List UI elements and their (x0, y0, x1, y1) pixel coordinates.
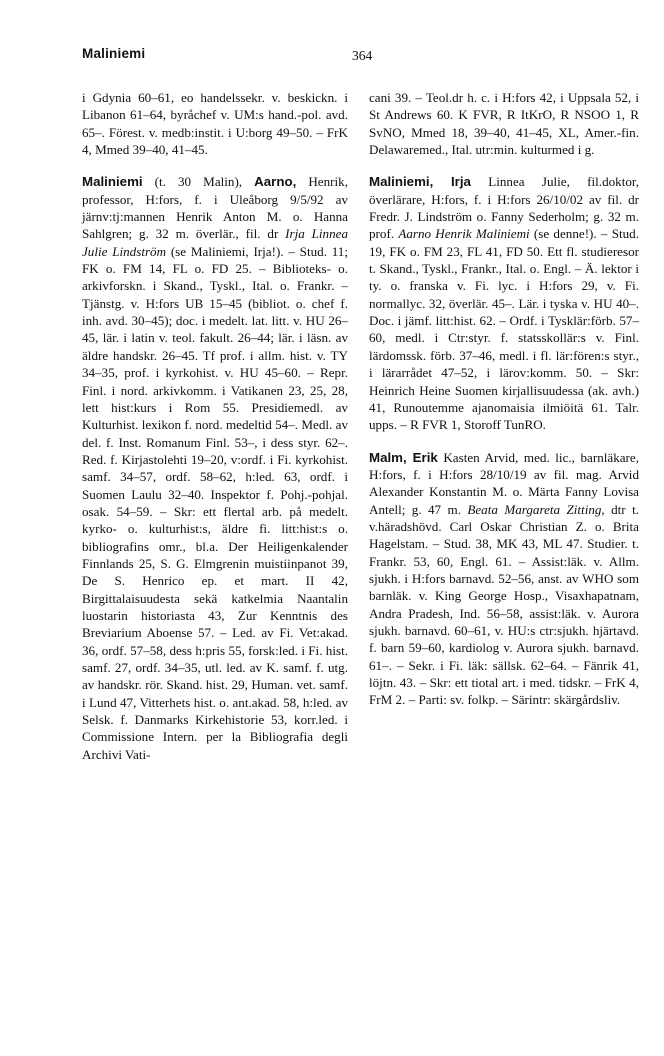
entry-surname: Maliniemi (82, 174, 143, 190)
entry-text: (t. 30 Malin), (142, 174, 255, 190)
spouse-name: Aarno Henrik Maliniemi (398, 226, 530, 242)
left-column (82, 89, 348, 763)
entry-continuation: i Gdynia 60–61, eo handelssekr. v. beskickn. i Libanon 61–64, byråchef v. UM:s hand.-pol. avd. 65–. Förest. v. medb:instit. i U:borg 49–50. – FrK 4, Mmed 39–40, 41–45. (82, 90, 348, 158)
entry-given-name: Aarno, (254, 174, 297, 190)
spouse-name: Irja Linnea Julie Lindström (82, 226, 348, 259)
entry-text: (se denne!). – Stud. 19, FK o. FM 23, FL 41, FD 50. Ett fl. studieresor t. Skand., Tyskl., Frankr., Ital. o. Engl. – Ä. lektor i ty. o. franska v. Fi. lyc. i H:fors 29, v. Fi. normallyc. 32, överlär. 45–. Lär. i tyska v. HU 40–. Doc. i jämf. litt:hist. 62. – Ordf. i Tysklär:förb. 57–60, medl. i Ctr:styr. f. statsskollär:s v. Finl. lärdomssk. förb. 37–46, medl. i fl. lär:fören:s styr., i lärarrådet 47–52, i lärov:komm. 50. – Skr: Heinrich Heine Suomen kirjallisuudessa (ak. avh.) 41, Runoutemme ajanomaisia ilmiöitä 61. Talr. upps. – R FVR 1, Storoff TunRO. (369, 226, 639, 433)
entry-text: Henrik, professor, H:fors, f. i Uleåborg 9/5/92 av järnv:tj:mannen Henrik Anton M. o. Hanna Sahlgren; g. 32 m. överlär., fil. dr (82, 174, 348, 242)
entry-given-name: Erik (406, 449, 438, 465)
page-number: 364 (352, 48, 373, 63)
entry-surname: Malm, (369, 449, 407, 465)
entry-text: Linnea Julie, fil.doktor, överlärare, H:fors, f. i H:fors 26/10/02 av fil. dr Fredr. J. Lindström o. Fanny Sederholm; g. 32 m. prof. (369, 174, 639, 242)
running-head: Maliniemi (82, 46, 146, 61)
entry-text: dtr t. v.häradshövd. Carl Oskar Christian Z. o. Brita Hagelstam. – Stud. 38, MK 43, ML 47. Studier. t. Frankr. 53, 60, Engl. 61. – Assist:läk. v. Allm. sjukh. i H:fors barnavd. 52–56, anst. av WHO som barnläk. v. King George Hosp., Visaxhapatnam, Andra Pradesh, Ind. 56–58, assist:läk. v. Aurora sjukh. barnavd. 60–61, v. HU:s ctr:sjukh. hjärtavd. f. barn 59–60, kardiolog v. Aurora sjukh. barnavd. 61–. – Sekr. i Fi. läk: sällsk. 62–64. – Fänrik 41, löjtn. 43. – Skr: ett tiotal art. i med. tidskr. – FrK 4, FrM 2. – Parti: sv. folkp. – Särintr: skärgårdsliv. (369, 501, 639, 708)
page-header (82, 46, 654, 72)
right-column (369, 89, 639, 709)
entry-malm-erik (369, 449, 639, 709)
entry-maliniemi-aarno (82, 173, 348, 763)
entry-maliniemi-irja (369, 173, 639, 433)
spouse-name: Beata Margareta Zitting, (467, 501, 605, 517)
entry-text: Kasten Arvid, med. lic., barnläkare, H:fors, f. i H:fors 28/10/19 av fil. mag. Arvid Alexander Konstantin M. o. Märta Fanny Lovisa Antell; g. 47 m. (369, 449, 639, 517)
entry-text: (se Maliniemi, Irja!). – Stud. 11; FK o. FM 14, FL o. FD 25. – Biblioteks- o. arkivforskn. i Skand., Tyskl., Ital. o. Frankr. – Tjänstg. v. H:fors UB 15–45 (bibliot. o. chef f. inh. avd. 30–45); doc. i medelt. lat. litt. v. HU 26–45, lär. i latin v. teol. fakult. 26–44; lär. i läsn. av äldre handskr. 26–45. Tf prof. i allm. hist. v. TY 34–35, prof. i kyrkohist. v. HU 45–60. – Repr. Finl. i nord. arkivkomm. i Vatikanen 23, 25, 28, lett hist:kurs i Rom 55. Presidiemedl. av Kulturhist. lexikon f. nord. medeltid 54–. Medl. av del. f. Inst. Romanum Finl. 53–, i dess styr. 62–. Red. f. Kirjastolehti 19–20, v:ordf. i Fi. kyrkohist. samf. 34–57, ordf. 58–62, h:led. 63, ordf. i Suomen Laulu 32–40. Inspektor f. Pohj.-pohjal. osak. 54–59. – Skr: ett flertal arb. på medelt. kyrko- o. kulturhist:s, äldre fi. litt:hist:s o. bibliografins omr., bl.a. Der Heiligenkalender Finnlands 25, S. G. Elmgrenin muistiinpanot 39, De S. Henrico ep. et mart. II 42, Birgittalaisuudesta sekä katkelmia Naantalin luostarin historiasta 43, Zur Kenntnis des Breviarium Aboense 57. – Led. av Fi. Vet:akad. 36, ordf. 57–58, dess h:pris 55, forsk:led. i Fi. hist. samf. 27, ordf. 34–35, utl. led. av K. samf. f. utg. av handskr. rör. Skand. hist. 29, Human. vet. samf. i Lund 47, Vitterhets hist. o. ant.akad. 58, h:led. av Selsk. f. Danmarks Kirkehistorie 53, korr.led. i Commissione Intern. per la Bibliografia degli Archivi Vati- (82, 243, 348, 762)
entry-name: Maliniemi, Irja (369, 174, 471, 190)
entry-continuation: cani 39. – Teol.dr h. c. i H:fors 42, i Uppsala 52, i St Andrews 60. K FVR, R ItKrO, R NSOO 1, R SvNO, Mmed 18, 39–40, 41–45, XL, Amer.-fin. Delawaremed., Ital. utr:min. kulturmed i g. (369, 90, 639, 158)
